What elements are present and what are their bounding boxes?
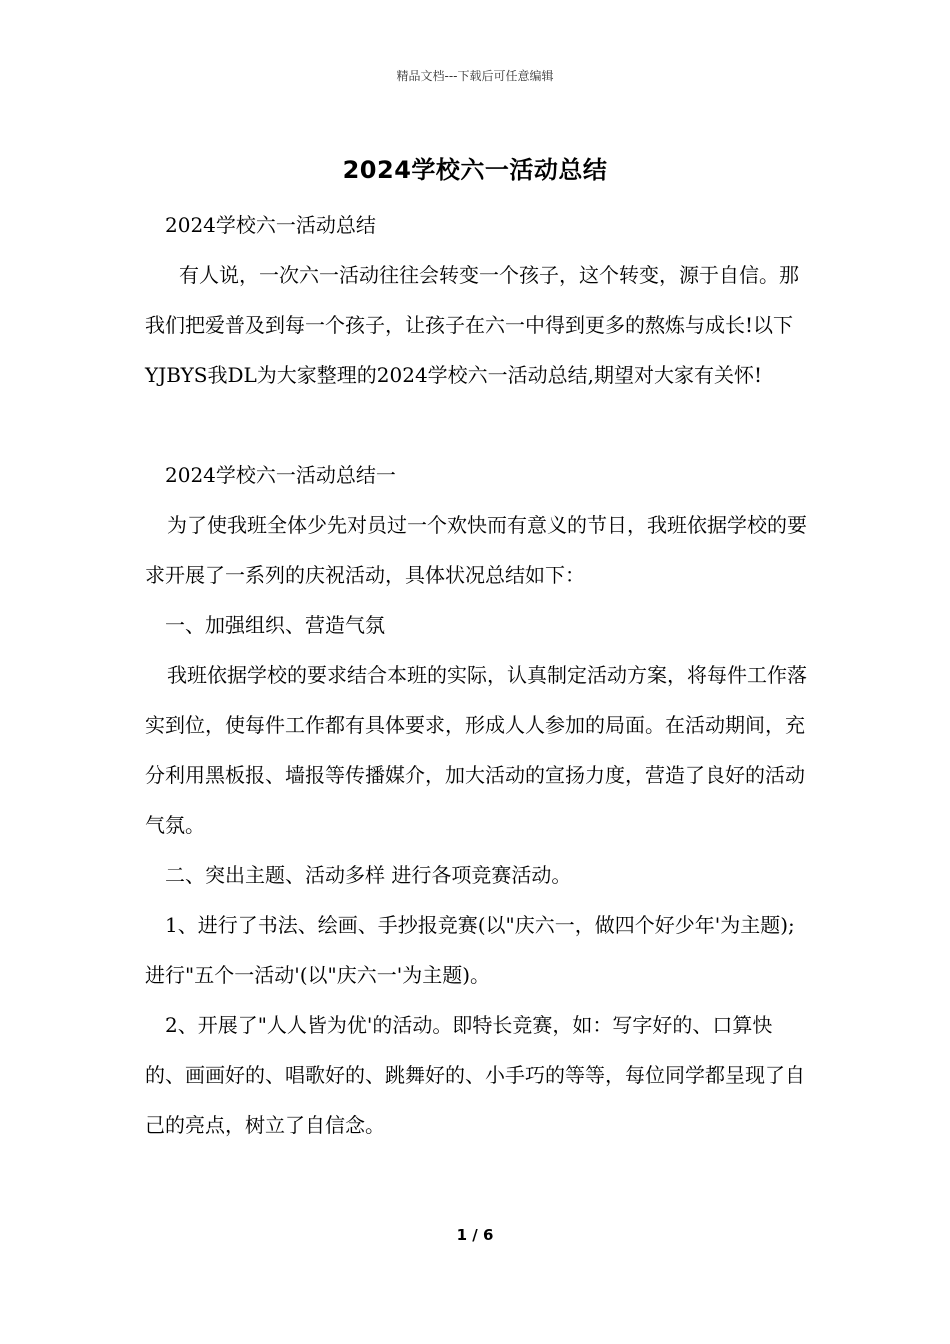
page-header-note: 精品文档---下载后可任意编辑: [396, 69, 554, 83]
point-1-body: 我班依据学校的要求结合本班的实际，认真制定活动方案，将每件工作落实到位，使每件工作都有具体要求，形成人人参加的局面。在活动期间，充分利用黑板报、墙报等传播媒介，加大活动的宣扬力度，营造了良好的活动气氛。: [145, 663, 807, 837]
section-heading: 2024学校六一活动总结一: [165, 463, 396, 487]
subtitle-paragraph: 2024学校六一活动总结: [165, 213, 376, 237]
section-intro-paragraph: 为了使我班全体少先对员过一个欢快而有意义的节日，我班依据学校的要求开展了一系列的庆祝活动，具体状况总结如下：: [145, 513, 807, 587]
paragraph-spacer: [145, 400, 810, 450]
intro-paragraph: 有人说，一次六一活动往往会转变一个孩子，这个转变，源于自信。那我们把爱普及到每一个孩子，让孩子在六一中得到更多的熬炼与成长!以下YJBYS我DL为大家整理的2024学校六一活动总结,期望对大家有关怀!: [145, 263, 799, 387]
list-item-1: 1、进行了书法、绘画、手抄报竞赛(以"庆六一，做四个好少年'为主题);进行"五个一活动'(以"庆六一'为主题)。: [145, 913, 795, 987]
document-title: 2024学校六一活动总结: [342, 156, 608, 184]
document-body: [145, 200, 810, 1150]
page-number: 1 / 6: [456, 1226, 494, 1244]
list-item-2: 2、开展了"人人皆为优'的活动。即特长竞赛，如：写字好的、口算快的、画画好的、唱歌好的、跳舞好的、小手巧的等等，每位同学都呈现了自己的亮点，树立了自信念。: [145, 1013, 805, 1137]
point-2-heading: 二、突出主题、活动多样 进行各项竞赛活动。: [165, 863, 572, 887]
point-1-heading: 一、加强组织、营造气氛: [165, 613, 385, 637]
